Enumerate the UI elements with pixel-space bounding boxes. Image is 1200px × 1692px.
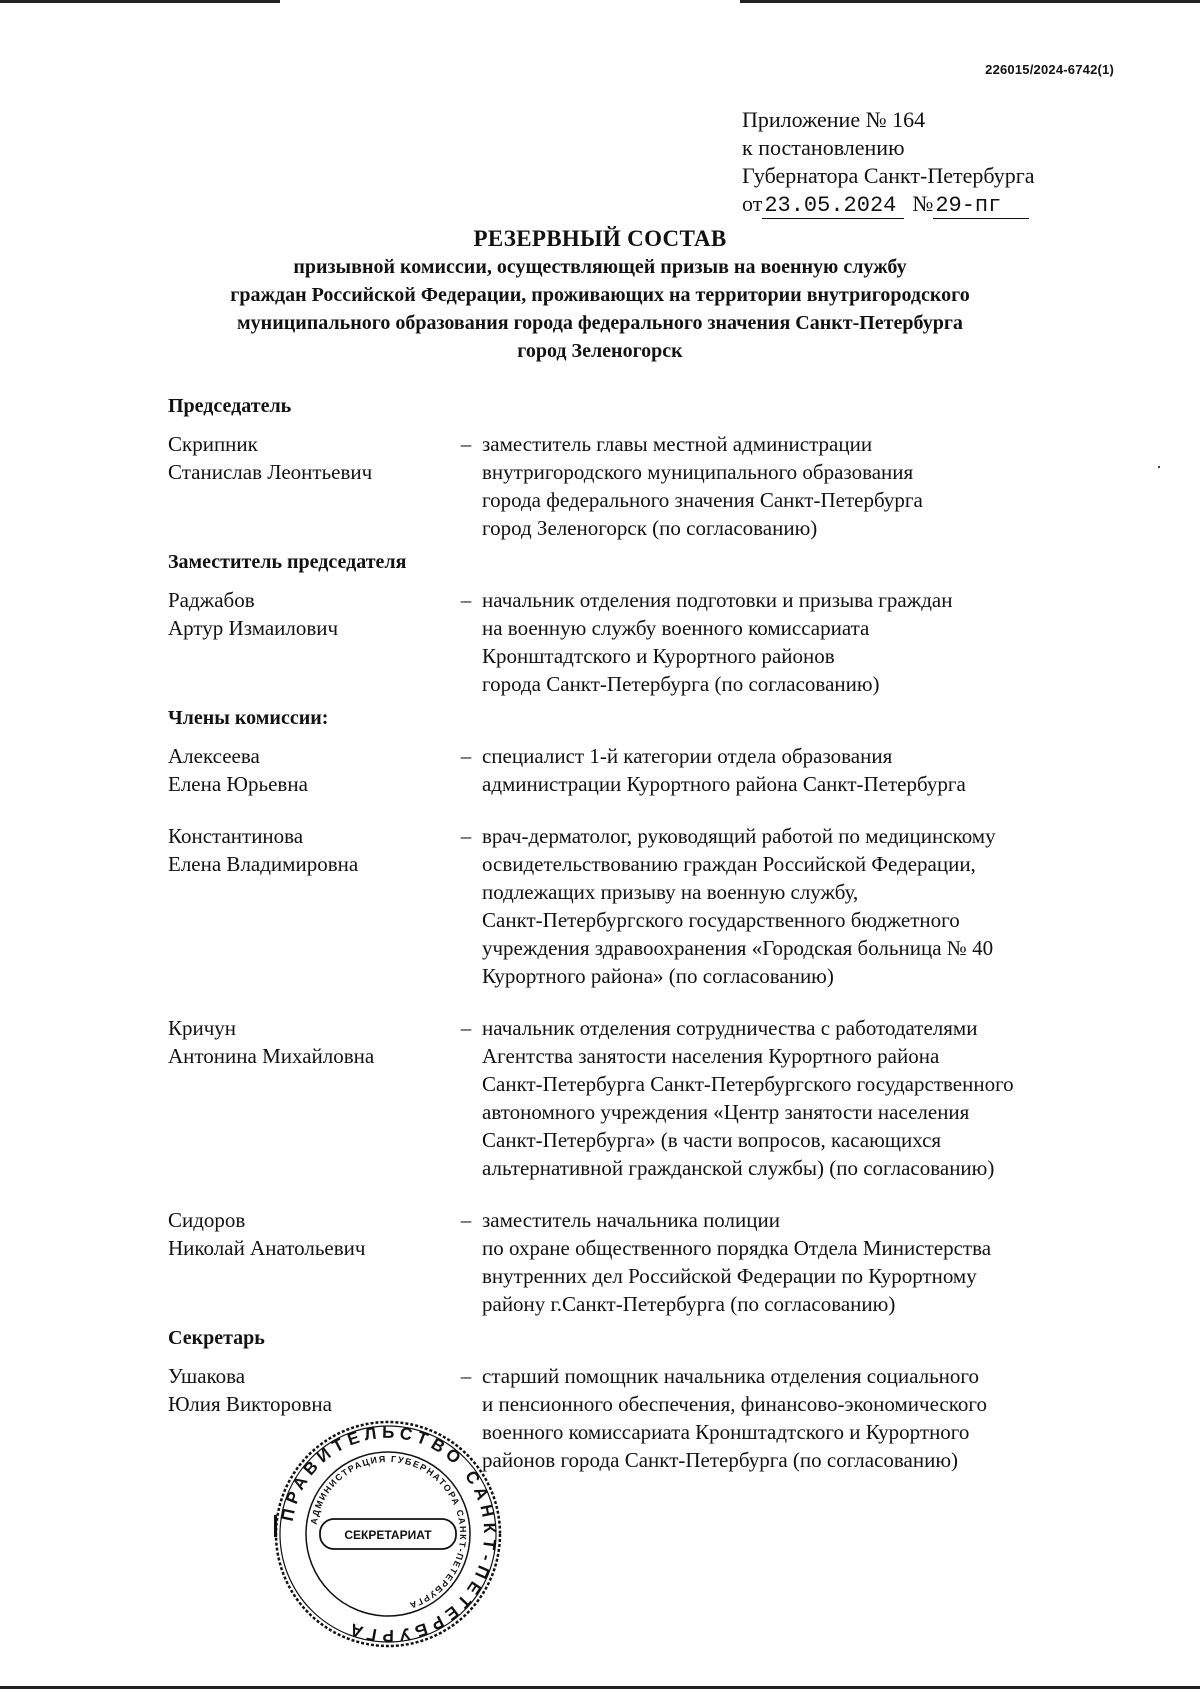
- member-name: [168, 1362, 450, 1418]
- role-line: города федерального значения Санкт-Петербурга: [482, 488, 923, 512]
- member-name: [168, 1206, 450, 1262]
- annex-issuer: Губернатора Санкт-Петербурга: [742, 163, 1035, 188]
- member-surname: Сидоров: [168, 1208, 246, 1232]
- member-name: [168, 586, 450, 642]
- decree-number: 29-пг: [933, 194, 1029, 219]
- member-name: [168, 822, 450, 878]
- member-role: [482, 1206, 1108, 1318]
- member-entry: [168, 1206, 1108, 1318]
- role-line: районов города Санкт-Петербурга (по согласованию): [482, 1448, 959, 1472]
- role-line: и пенсионного обеспечения, финансово-экономического: [482, 1392, 987, 1416]
- role-line: заместитель начальника полиции: [482, 1208, 780, 1232]
- scan-edge: [0, 1686, 1200, 1689]
- member-entry: [168, 742, 1108, 798]
- member-given-names: Юлия Викторовна: [168, 1392, 332, 1416]
- role-line: начальник отделения сотрудничества с работодателями: [482, 1016, 978, 1040]
- annex-number: Приложение № 164: [742, 107, 926, 132]
- annex-header: [742, 106, 1035, 219]
- dash: –: [460, 824, 472, 848]
- member-role: [482, 586, 1108, 698]
- member-role: [482, 822, 1108, 990]
- role-line: города Санкт-Петербурга (по согласованию): [482, 672, 880, 696]
- member-surname: Константинова: [168, 824, 304, 848]
- member-name: [168, 742, 450, 798]
- member-given-names: Станислав Леонтьевич: [168, 460, 373, 484]
- title-line: муниципального образования города федерального значения Санкт-Петербурга: [237, 312, 963, 334]
- role-line: на военную службу военного комиссариата: [482, 616, 870, 640]
- role-line: город Зеленогорск (по согласованию): [482, 516, 818, 540]
- dash: –: [460, 1016, 472, 1040]
- dash: –: [460, 744, 472, 768]
- scan-edge: [740, 0, 1200, 3]
- dash: –: [460, 1364, 472, 1388]
- member-entry: [168, 586, 1108, 698]
- role-line: Кронштадтского и Курортного районов: [482, 644, 835, 668]
- member-given-names: Елена Юрьевна: [168, 772, 308, 796]
- role-line: учреждения здравоохранения «Городская больница № 40: [482, 936, 994, 960]
- commission-list: [168, 392, 1108, 1474]
- number-prefix: №: [912, 191, 934, 216]
- member-name: [168, 430, 450, 486]
- member-entry: [168, 1014, 1108, 1182]
- member-role: [482, 430, 1108, 542]
- member-name: [168, 1014, 450, 1070]
- role-line: автономного учреждения «Центр занятости населения: [482, 1100, 970, 1124]
- member-role: [482, 742, 1108, 798]
- member-surname: Скрипник: [168, 432, 258, 456]
- member-given-names: Антонина Михайловна: [168, 1044, 375, 1068]
- member-surname: Кричун: [168, 1016, 237, 1040]
- title-line: город Зеленогорск: [517, 340, 683, 362]
- seal-outer-text: ПРАВИТЕЛЬСТВО САНКТ-ПЕТЕРБУРГА: [277, 1422, 500, 1646]
- member-given-names: Николай Анатольевич: [168, 1236, 366, 1260]
- role-line: внутригородского муниципального образования: [482, 460, 914, 484]
- decree-date: 23.05.2024: [762, 194, 904, 219]
- role-line: освидетельствованию граждан Российской Федерации,: [482, 852, 976, 876]
- member-role: [482, 1014, 1108, 1182]
- member-surname: Ушакова: [168, 1364, 246, 1388]
- document-code: 226015/2024-6742(1): [985, 62, 1114, 77]
- role-line: подлежащих призыву на военную службу,: [482, 880, 859, 904]
- role-line: по охране общественного порядка Отдела Министерства: [482, 1236, 992, 1260]
- scan-edge: [0, 0, 280, 3]
- member-entry: [168, 822, 1108, 990]
- title-line: призывной комиссии, осуществляющей призыв на военную службу: [293, 256, 907, 278]
- role-line: Санкт-Петербурга Санкт-Петербургского государственного: [482, 1072, 1014, 1096]
- seal-center-text: СЕКРЕТАРИАТ: [344, 1528, 432, 1542]
- role-line: начальник отделения подготовки и призыва граждан: [482, 588, 953, 612]
- dash: –: [460, 1208, 472, 1232]
- official-seal: [272, 1418, 504, 1650]
- member-entry: [168, 430, 1108, 542]
- member-surname: Раджабов: [168, 588, 255, 612]
- seal-inner-text: АДМИНИСТРАЦИЯ ГУБЕРНАТОРА САНКТ-ПЕТЕРБУРГА: [308, 1453, 469, 1611]
- role-line: заместитель главы местной администрации: [482, 432, 873, 456]
- member-given-names: Елена Владимировна: [168, 852, 359, 876]
- title-main: РЕЗЕРВНЫЙ СОСТАВ: [473, 226, 727, 251]
- role-line: альтернативной гражданской службы) (по согласованию): [482, 1156, 995, 1180]
- annex-ref: к постановлению: [742, 135, 905, 160]
- section-chairman: Председатель: [168, 395, 292, 417]
- document-title: [150, 225, 1050, 365]
- annex-dateline: [742, 190, 1035, 219]
- role-line: старший помощник начальника отделения социального: [482, 1364, 979, 1388]
- role-line: Санкт-Петербургского государственного бюджетного: [482, 908, 960, 932]
- scan-speck: [1158, 466, 1160, 468]
- role-line: специалист 1-й категории отдела образования: [482, 744, 893, 768]
- member-role: [482, 1362, 1108, 1474]
- member-surname: Алексеева: [168, 744, 260, 768]
- role-line: внутренних дел Российской Федерации по Курортному: [482, 1264, 977, 1288]
- dash: –: [460, 588, 472, 612]
- section-deputy: Заместитель председателя: [168, 551, 407, 573]
- title-line: граждан Российской Федерации, проживающих на территории внутригородского: [230, 284, 970, 306]
- role-line: Курортного района» (по согласованию): [482, 964, 834, 988]
- member-given-names: Артур Измаилович: [168, 616, 339, 640]
- role-line: врач-дерматолог, руководящий работой по медицинскому: [482, 824, 996, 848]
- role-line: администрации Курортного района Санкт-Петербурга: [482, 772, 966, 796]
- dash: –: [460, 432, 472, 456]
- role-line: району г.Санкт-Петербурга (по согласованию): [482, 1292, 896, 1316]
- role-line: Агентства занятости населения Курортного района: [482, 1044, 940, 1068]
- role-line: военного комиссариата Кронштадтского и Курортного: [482, 1420, 970, 1444]
- section-members: Члены комиссии:: [168, 707, 329, 729]
- role-line: Санкт-Петербурга» (в части вопросов, касающихся: [482, 1128, 942, 1152]
- date-prefix: от: [742, 191, 763, 216]
- section-secretary: Секретарь: [168, 1327, 265, 1349]
